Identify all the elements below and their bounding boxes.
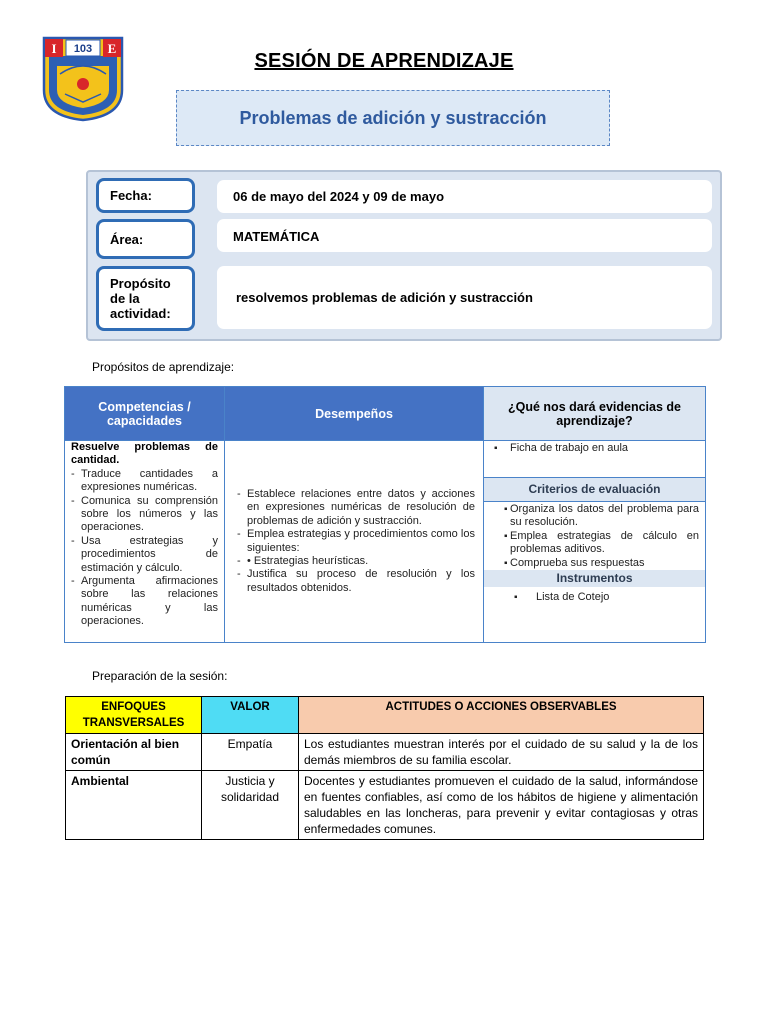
area-label: Área: (96, 219, 195, 259)
svg-text:I: I (51, 41, 57, 56)
propositos-heading: Propósitos de aprendizaje: (92, 360, 235, 374)
desempeno-item: - Establece relaciones entre datos y acciones en expresiones numéricas de resolución de problemas de adición y sustracción. (237, 488, 475, 528)
competencias-table (64, 386, 706, 643)
fecha-value: 06 de mayo del 2024 y 09 de mayo (217, 180, 712, 213)
enfoque-cell: Orientación al bien común (66, 734, 202, 771)
header-evidencias: ¿Qué nos dará evidencias de aprendizaje? (484, 387, 706, 441)
capacidad-item: - Comunica su comprensión sobre los números y las operaciones. (71, 495, 218, 535)
competencias-cell (65, 441, 225, 643)
header-actitudes: ACTITUDES O ACCIONES OBSERVABLES (299, 697, 704, 734)
header-competencias: Competencias / capacidades (65, 387, 225, 441)
instrumento-item: ▪ Lista de Cotejo (504, 591, 705, 604)
evidencias-cell (484, 441, 706, 643)
preparacion-heading: Preparación de la sesión: (92, 669, 228, 683)
desempeno-item: - Justifica su proceso de resolución y los resultados obtenidos. (237, 568, 475, 595)
fecha-label: Fecha: (96, 178, 195, 213)
enfoques-table (65, 696, 704, 840)
header-desempenos: Desempeños (225, 387, 484, 441)
proposito-label: Propósito de la actividad: (96, 266, 195, 331)
svg-text:103: 103 (73, 43, 93, 55)
page-title: SESIÓN DE APRENDIZAJE (254, 50, 514, 72)
desempeno-item: - • Estrategias heurísticas. (237, 555, 475, 568)
criterio-item: ▪ Emplea estrategias de cálculo en problemas aditivos. (494, 530, 699, 557)
proposito-value: resolvemos problemas de adición y sustracción (217, 266, 712, 329)
evidencia-item: ▪ Ficha de trabajo en aula (484, 442, 705, 455)
actitudes-cell: Los estudiantes muestran interés por el cuidado de su salud y la de los demás miembros de su familia escolar. (299, 734, 704, 771)
actitudes-cell: Docentes y estudiantes promueven el cuidado de la salud, informándose en fuentes confiables, así como de los hábitos de higiene y alimentación saludables en las loncheras, para prevenir y evitar contagiosas y otras enfermedades comunes. (299, 771, 704, 840)
competencia-title: Resuelve problemas de cantidad. (71, 441, 218, 467)
criterios-header: Criterios de evaluación (484, 477, 705, 502)
capacidad-item: - Traduce cantidades a expresiones numéricas. (71, 468, 218, 495)
capacidad-item: - Argumenta afirmaciones sobre las relaciones numéricas y las operaciones. (71, 575, 218, 629)
capacidad-item: - Usa estrategias y procedimientos de estimación y cálculo. (71, 535, 218, 575)
school-logo (40, 32, 126, 122)
svg-text:E: E (107, 41, 117, 56)
criterio-item: ▪ Comprueba sus respuestas (494, 557, 699, 570)
criterio-item: ▪ Organiza los datos del problema para su resolución. (494, 503, 699, 530)
session-info-panel (86, 170, 722, 341)
area-value: MATEMÁTICA (217, 219, 712, 252)
instrumentos-header: Instrumentos (484, 570, 705, 587)
desempenos-cell (225, 441, 484, 643)
valor-cell: Empatía (202, 734, 299, 771)
header-valor: VALOR (202, 697, 299, 734)
session-subtitle: Problemas de adición y sustracción (239, 107, 547, 128)
header-enfoques: ENFOQUES TRANSVERSALES (66, 697, 202, 734)
valor-cell: Justicia y solidaridad (202, 771, 299, 840)
subtitle-box (176, 90, 610, 146)
enfoque-cell: Ambiental (66, 771, 202, 840)
desempeno-item: - Emplea estrategias y procedimientos como los siguientes: (237, 528, 475, 555)
